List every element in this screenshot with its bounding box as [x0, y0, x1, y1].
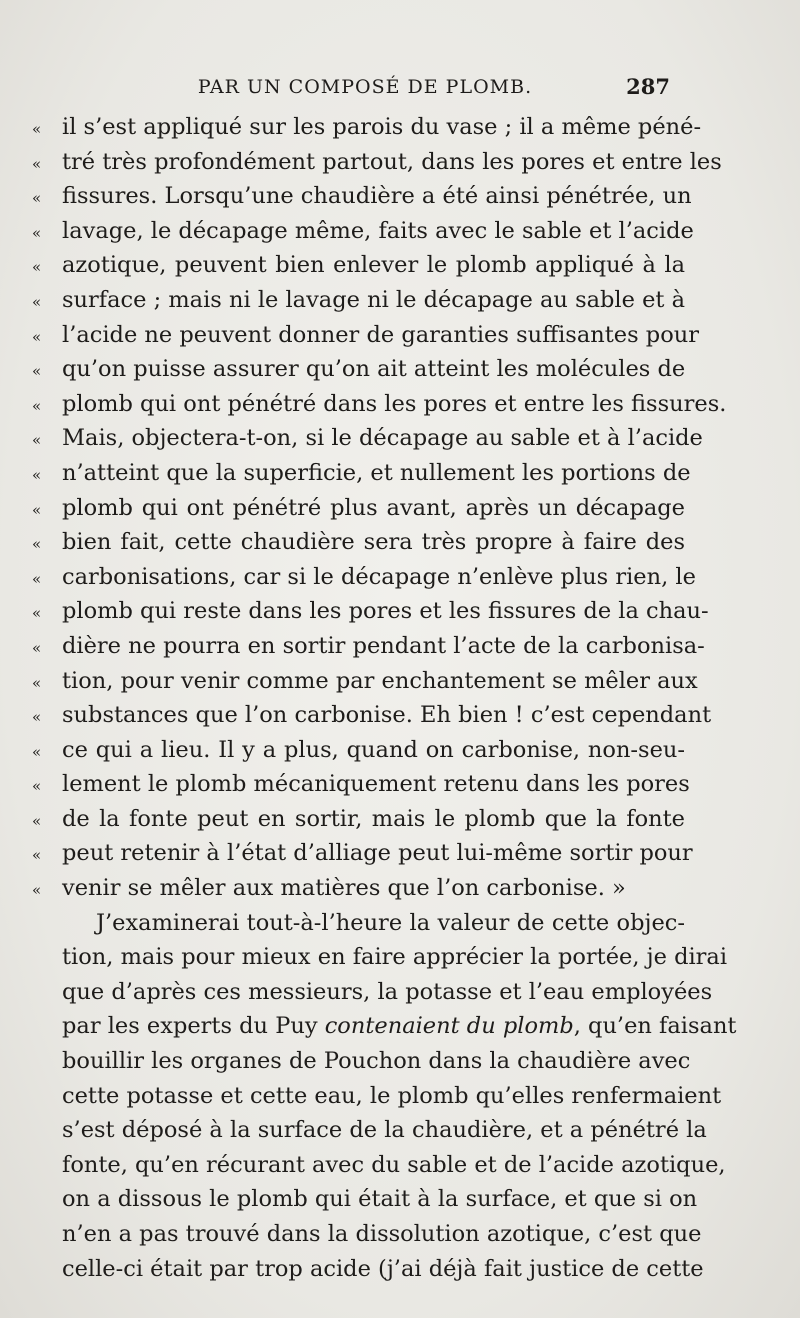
- text-line: [30, 1013, 737, 1048]
- text-line: [30, 114, 702, 149]
- line-text-part: tion, mais pour mieux en faire apprécier la portée, je dirai: [62, 944, 728, 971]
- line-text: [62, 149, 722, 175]
- line-text-part: J’examinerai tout-à-l’heure la valeur de cette objec-: [96, 909, 685, 936]
- line-text: [62, 529, 685, 555]
- text-line: [30, 667, 698, 703]
- line-text: [62, 944, 727, 970]
- line-text: [62, 460, 691, 486]
- line-text-part: venir se mêler aux matières que l’on carbonise. »: [62, 875, 626, 902]
- line-text: [62, 356, 685, 382]
- line-text-part: cette potasse et cette eau, le plomb qu’elles renfermaient: [62, 1082, 722, 1109]
- line-text: [62, 910, 685, 936]
- text-line: [30, 390, 727, 426]
- quote-mark: «: [32, 292, 42, 311]
- line-text: [62, 668, 698, 694]
- text-line: [30, 978, 713, 1014]
- line-text: [62, 1048, 690, 1074]
- line-text-part: surface ; mais ni le lavage ni le décapage au sable et à: [62, 286, 686, 313]
- line-text-part: on a dissous le plomb qui était à la surface, et que si on: [62, 1186, 698, 1213]
- italic-phrase: contenaient du plomb: [324, 1013, 574, 1040]
- quote-mark: «: [32, 327, 42, 346]
- text-line: [30, 875, 685, 910]
- line-text-part: peut retenir à l’état d’alliage peut lui-même sortir pour: [62, 840, 693, 867]
- page-header: [60, 72, 670, 102]
- line-text: [62, 322, 699, 348]
- text-line: [30, 356, 685, 391]
- text-line: [30, 563, 696, 599]
- line-text: [62, 806, 685, 832]
- line-text-part: par les experts du Puy: [62, 1013, 325, 1040]
- text-line: [30, 840, 693, 875]
- line-text-part: bouillir les organes de Pouchon dans la chaudière avec: [62, 1048, 691, 1075]
- line-text-part: n’en a pas trouvé dans la dissolution azotique, c’est que: [62, 1221, 702, 1247]
- line-text-part: Mais, objectera-t-on, si le décapage au sable et à l’acide: [62, 425, 703, 452]
- line-text-part: que d’après ces messieurs, la potasse et l’eau employées: [62, 978, 713, 1005]
- line-text-part: fissures. Lorsqu’une chaudière a été ainsi pénétrée, un: [62, 183, 692, 210]
- quote-mark: «: [32, 846, 42, 865]
- line-text-part: de la fonte peut en sortir, mais le plomb que la fonte: [62, 805, 685, 832]
- text-line: [30, 287, 685, 322]
- text-line: [30, 321, 699, 357]
- page-number: 287: [626, 74, 670, 99]
- line-text: [62, 1256, 704, 1282]
- line-text: [62, 771, 690, 797]
- quote-mark: «: [32, 569, 42, 588]
- line-text-part: s’est déposé à la surface de la chaudière, et a pénétré la: [62, 1117, 707, 1144]
- line-text-part: il s’est appliqué sur les parois du vase ; il a même péné-: [62, 114, 702, 140]
- quote-mark: «: [32, 638, 42, 657]
- line-text-part: plomb qui ont pénétré plus avant, après un décapage: [62, 494, 685, 521]
- line-text-part: plomb qui ont pénétré dans les pores et entre les fissures.: [62, 390, 727, 417]
- line-text-part: celle-ci était par trop acide (j’ai déjà fait justice de cette: [62, 1255, 704, 1282]
- line-text: [62, 979, 712, 1005]
- text-line: [30, 771, 690, 806]
- text-line: [30, 459, 691, 495]
- text-line: [30, 1048, 691, 1083]
- text-line: [30, 806, 685, 841]
- line-text-part: tré très profondément partout, dans les pores et entre les: [62, 148, 722, 175]
- line-text-part: substances que l’on carbonise. Eh bien ! c’est cependant: [62, 702, 712, 729]
- text-line: [30, 148, 722, 184]
- line-text-part: azotique, peuvent bien enlever le plomb appliqué à la: [62, 252, 685, 279]
- line-text: [62, 1117, 707, 1143]
- text-line: [30, 252, 685, 287]
- line-text-part: ce qui a lieu. Il y a plus, quand on carbonise, non-seu-: [62, 736, 685, 763]
- line-text-part: n’atteint que la superficie, et nullement les portions de: [62, 459, 691, 486]
- quote-mark: «: [32, 881, 42, 900]
- line-text: [62, 1186, 697, 1212]
- line-text-part: bien fait, cette chaudière sera très propre à faire des: [62, 529, 685, 556]
- text-line: [30, 1117, 707, 1152]
- line-text: [62, 218, 694, 244]
- text-line: [30, 910, 685, 945]
- text-line: [30, 1221, 702, 1256]
- text-line: [30, 1151, 726, 1187]
- body-text: [30, 114, 737, 1290]
- text-line: [30, 1082, 722, 1118]
- line-text-part: tion, pour venir comme par enchantement se mêler aux: [62, 667, 698, 694]
- line-text: [62, 425, 703, 451]
- running-head: PAR UN COMPOSÉ DE PLOMB.: [197, 76, 533, 98]
- line-text: [62, 1221, 701, 1247]
- line-text-part: fonte, qu’en récurant avec du sable et de l’acide azotique,: [62, 1151, 726, 1178]
- line-text-part: , qu’en faisant: [573, 1013, 737, 1040]
- text-line: [30, 183, 692, 218]
- quote-mark: «: [32, 154, 42, 173]
- line-text: [62, 287, 685, 313]
- line-text: [62, 702, 711, 728]
- text-line: [30, 529, 685, 564]
- text-line: [30, 1186, 698, 1221]
- quote-mark: «: [32, 535, 42, 554]
- quote-mark: «: [32, 742, 42, 761]
- text-line: [30, 495, 685, 530]
- quote-mark: «: [32, 708, 42, 727]
- quote-mark: «: [32, 811, 42, 830]
- text-line: [30, 217, 694, 253]
- text-line: [30, 598, 709, 633]
- line-text: [62, 1083, 721, 1109]
- line-text: [62, 391, 726, 417]
- line-text: [62, 495, 685, 521]
- quote-mark: «: [32, 431, 42, 450]
- quote-mark: «: [32, 777, 42, 796]
- text-line: [30, 944, 728, 979]
- quote-mark: «: [32, 465, 42, 484]
- quote-mark: «: [32, 500, 42, 519]
- line-text-part: l’acide ne peuvent donner de garanties suffisantes pour: [62, 321, 699, 348]
- line-text-part: plomb qui reste dans les pores et les fissures de la chau-: [62, 598, 709, 625]
- quote-mark: «: [32, 189, 42, 208]
- line-text: [62, 183, 692, 209]
- line-text-part: qu’on puisse assurer qu’on ait atteint les molécules de: [62, 356, 686, 383]
- text-line: [30, 1255, 704, 1291]
- quote-mark: «: [32, 673, 42, 692]
- quote-mark: «: [32, 120, 42, 138]
- line-text: [62, 564, 696, 590]
- line-text: [62, 1013, 736, 1039]
- quote-mark: «: [32, 362, 42, 381]
- quote-mark: «: [32, 396, 42, 415]
- quote-mark: «: [32, 223, 42, 242]
- line-text: [62, 737, 685, 763]
- line-text: [62, 1152, 726, 1178]
- line-text: [62, 840, 693, 866]
- text-line: [30, 737, 685, 772]
- line-text: [62, 114, 701, 140]
- quote-mark: «: [32, 258, 42, 277]
- quote-mark: «: [32, 604, 42, 623]
- line-text-part: carbonisations, car si le décapage n’enlève plus rien, le: [62, 563, 696, 590]
- line-text: [62, 633, 705, 659]
- line-text: [62, 252, 685, 278]
- text-line: [30, 632, 705, 668]
- line-text: [62, 598, 709, 624]
- line-text-part: lavage, le décapage même, faits avec le sable et l’acide: [62, 217, 694, 244]
- text-line: [30, 702, 712, 737]
- line-text-part: dière ne pourra en sortir pendant l’acte de la carbonisa-: [62, 632, 705, 659]
- line-text-part: lement le plomb mécaniquement retenu dans les pores: [62, 771, 690, 798]
- line-text: [62, 875, 685, 901]
- text-line: [30, 425, 703, 460]
